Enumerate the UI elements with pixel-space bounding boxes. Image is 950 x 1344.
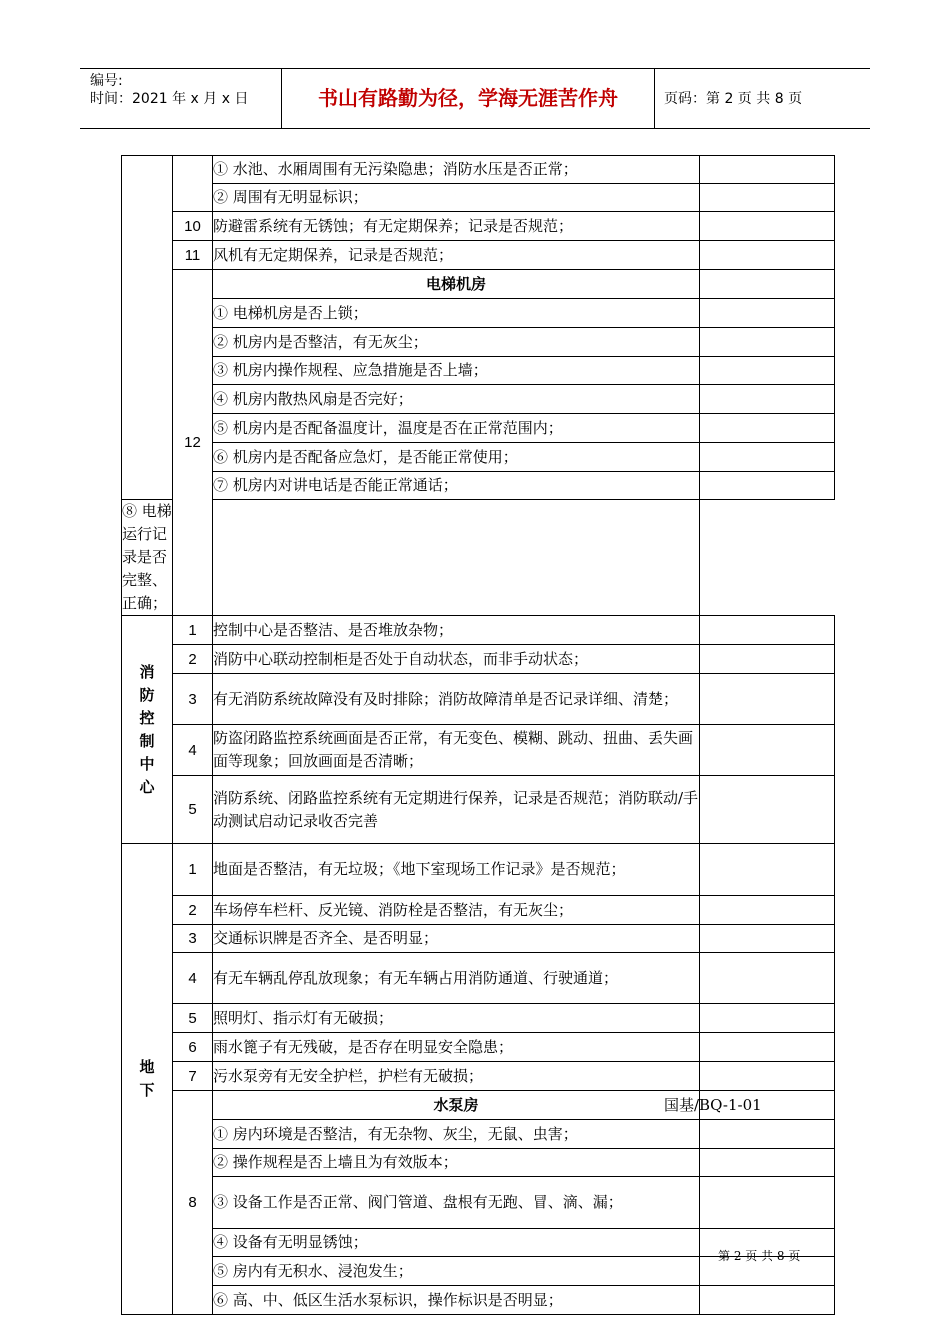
result-cell[interactable]	[700, 414, 835, 443]
check-item: 控制中心是否整洁、是否堆放杂物；	[213, 616, 700, 645]
table-row	[122, 725, 835, 776]
table-row	[122, 1149, 835, 1177]
section-basement: 地 下	[122, 844, 173, 1315]
check-item: ⑧ 电梯运行记录是否完整、正确；	[122, 500, 173, 616]
check-item: 地面是否整洁，有无垃圾；《地下室现场工作记录》是否规范；	[213, 844, 700, 896]
item-number: 6	[173, 1033, 213, 1062]
result-cell[interactable]	[700, 645, 835, 674]
table-row	[122, 1062, 835, 1091]
result-cell[interactable]	[700, 953, 835, 1004]
result-cell[interactable]	[700, 1033, 835, 1062]
result-cell[interactable]	[700, 156, 835, 184]
result-cell[interactable]	[700, 1120, 835, 1149]
table-row	[122, 414, 835, 443]
subsection-header-elevator-room: 电梯机房	[213, 270, 700, 299]
table-row	[122, 1286, 835, 1315]
result-cell[interactable]	[700, 896, 835, 925]
check-item: 有无消防系统故障没有及时排除；消防故障清单是否记录详细、清楚；	[213, 674, 700, 725]
section-cell-continued	[122, 156, 173, 500]
result-cell[interactable]	[700, 357, 835, 385]
table-row	[122, 299, 835, 328]
form-code-watermark: 国基/BQ-1-01	[664, 1096, 762, 1114]
result-cell[interactable]	[700, 844, 835, 896]
item-number: 5	[173, 1004, 213, 1033]
check-item: 消防系统、闭路监控系统有无定期进行保养，记录是否规范；消防联动/手动测试启动记录收否完善	[213, 776, 700, 844]
check-item: 防盗闭路监控系统画面是否正常，有无变色、模糊、跳动、扭曲、丢失画面等现象；回放画面是否清晰；	[213, 725, 700, 776]
table-row	[122, 925, 835, 953]
table-row	[122, 645, 835, 674]
header-divider	[654, 68, 655, 128]
check-item: 消防中心联动控制柜是否处于自动状态，而非手动状态；	[213, 645, 700, 674]
result-cell[interactable]	[700, 270, 835, 299]
table-row	[122, 156, 835, 184]
result-cell[interactable]	[700, 328, 835, 357]
table-row	[122, 328, 835, 357]
document-code-label: 编号:	[90, 73, 123, 89]
item-number: 8	[173, 1091, 213, 1315]
result-cell[interactable]	[700, 1004, 835, 1033]
item-number: 10	[173, 212, 213, 241]
check-item: ③ 机房内操作规程、应急措施是否上墙；	[213, 357, 700, 385]
item-number: 11	[173, 241, 213, 270]
check-item: ② 周围有无明显标识；	[213, 184, 700, 212]
table-row	[122, 184, 835, 212]
check-item: ④ 设备有无明显锈蚀；	[213, 1229, 700, 1257]
table-row	[122, 472, 835, 500]
check-item: ⑦ 机房内对讲电话是否能正常通话；	[213, 472, 700, 500]
table-row	[122, 896, 835, 925]
table-row	[122, 241, 835, 270]
item-number: 4	[173, 953, 213, 1004]
result-cell[interactable]	[700, 212, 835, 241]
check-item: 雨水篦子有无残破，是否存在明显安全隐患；	[213, 1033, 700, 1062]
section-fire-control-center: 消 防 控 制 中 心	[122, 616, 173, 844]
check-item: ② 操作规程是否上墙且为有效版本；	[213, 1149, 700, 1177]
header-bottom-rule	[80, 128, 870, 129]
footer-page-number: 第 2 页 共 8 页	[718, 1249, 801, 1263]
item-number: 1	[173, 844, 213, 896]
check-item: ⑤ 机房内是否配备温度计，温度是否在正常范围内；	[213, 414, 700, 443]
header-motto: 书山有路勤为径，学海无涯苦作舟	[318, 86, 618, 110]
inspection-checklist-table	[121, 155, 835, 1315]
document-date-label: 时间：2021 年 x 月 x 日	[90, 91, 249, 107]
check-item: 交通标识牌是否齐全、是否明显；	[213, 925, 700, 953]
check-item: ① 房内环境是否整洁，有无杂物、灰尘，无鼠、虫害；	[213, 1120, 700, 1149]
table-row	[122, 844, 835, 896]
check-item: 风机有无定期保养，记录是否规范；	[213, 241, 700, 270]
item-number: 2	[173, 896, 213, 925]
result-cell[interactable]	[700, 1149, 835, 1177]
check-item: 照明灯、指示灯有无破损；	[213, 1004, 700, 1033]
subsection-header-pump-room: 水泵房	[213, 1091, 700, 1120]
table-row	[122, 674, 835, 725]
item-number: 5	[173, 776, 213, 844]
result-cell[interactable]	[213, 500, 700, 616]
table-row	[122, 1033, 835, 1062]
result-cell[interactable]	[700, 299, 835, 328]
result-cell[interactable]	[700, 925, 835, 953]
table-row	[122, 776, 835, 844]
result-cell[interactable]	[700, 616, 835, 645]
table-row	[122, 1004, 835, 1033]
item-number: 7	[173, 1062, 213, 1091]
result-cell[interactable]	[700, 1177, 835, 1229]
check-item: ② 机房内是否整洁，有无灰尘；	[213, 328, 700, 357]
result-cell[interactable]	[700, 385, 835, 414]
item-number: 3	[173, 925, 213, 953]
table-row	[122, 500, 835, 616]
result-cell[interactable]	[700, 674, 835, 725]
check-item: ① 水池、水厢周围有无污染隐患；消防水压是否正常；	[213, 156, 700, 184]
table-row	[122, 953, 835, 1004]
result-cell[interactable]	[700, 776, 835, 844]
table-row	[122, 616, 835, 645]
item-number: 1	[173, 616, 213, 645]
result-cell[interactable]	[700, 241, 835, 270]
header-page-number: 页码：第 2 页 共 8 页	[664, 91, 803, 107]
item-number: 2	[173, 645, 213, 674]
table-row	[122, 357, 835, 385]
check-item: ⑥ 高、中、低区生活水泵标识，操作标识是否明显；	[213, 1286, 700, 1315]
result-cell[interactable]	[700, 725, 835, 776]
table-row	[122, 385, 835, 414]
result-cell[interactable]	[700, 1062, 835, 1091]
result-cell[interactable]	[700, 472, 835, 500]
result-cell[interactable]	[700, 1286, 835, 1315]
check-item: ⑤ 房内有无积水、浸泡发生；	[213, 1257, 700, 1286]
check-item: 防避雷系统有无锈蚀；有无定期保养；记录是否规范；	[213, 212, 700, 241]
check-item: 污水泵旁有无安全护栏，护栏有无破损；	[213, 1062, 700, 1091]
check-item: 车场停车栏杆、反光镜、消防栓是否整洁，有无灰尘；	[213, 896, 700, 925]
check-item: 有无车辆乱停乱放现象；有无车辆占用消防通道、行驶通道；	[213, 953, 700, 1004]
item-number: 12	[173, 270, 213, 616]
item-number: 4	[173, 725, 213, 776]
check-item: ④ 机房内散热风扇是否完好；	[213, 385, 700, 414]
header-top-rule	[80, 68, 870, 69]
table-row	[122, 270, 835, 299]
table-row	[122, 212, 835, 241]
check-item: ① 电梯机房是否上锁；	[213, 299, 700, 328]
table-row	[122, 1120, 835, 1149]
result-cell[interactable]	[700, 443, 835, 472]
table-row	[122, 1177, 835, 1229]
item-number: 3	[173, 674, 213, 725]
result-cell[interactable]	[700, 184, 835, 212]
table-row	[122, 443, 835, 472]
check-item: ⑥ 机房内是否配备应急灯，是否能正常使用；	[213, 443, 700, 472]
check-item: ③ 设备工作是否正常、阀门管道、盘根有无跑、冒、滴、漏；	[213, 1177, 700, 1229]
item-number	[173, 156, 213, 212]
